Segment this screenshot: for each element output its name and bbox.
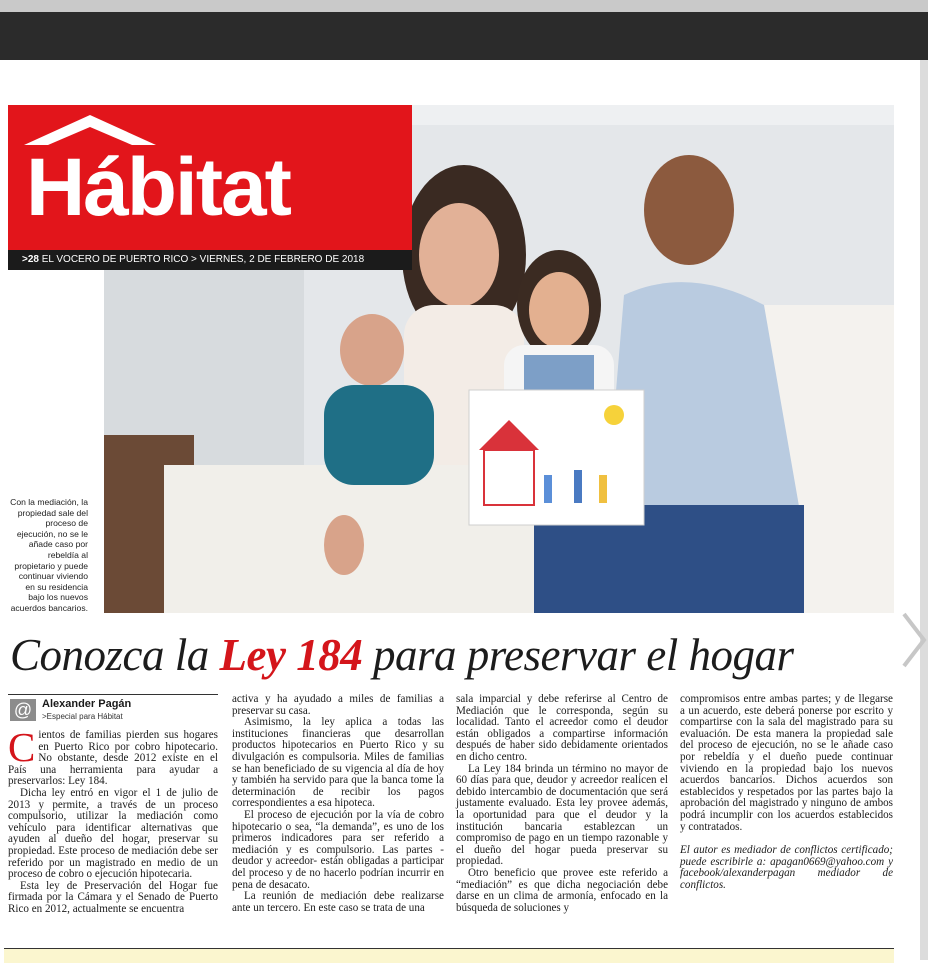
next-article-box bbox=[4, 948, 894, 963]
paragraph: El proceso de ejecución por la vía de cobro hipotecario o sea, “la demanda”, es uno de los primeros indicadores para ser referido a mediación y es compulsorio. Las partes -deudor y acreedor- están obligadas a participar del proceso y de no hacerlo podrían incurrir en pena de desacato. bbox=[232, 808, 444, 891]
photo-caption: Con la mediación, la propiedad sale del proceso de ejecución, no se le añade caso por rebeldía al propietario y puede continuar viviendo en su residencia bajo los nuevos acuerdos bancarios. bbox=[10, 497, 88, 613]
paragraph: Otro beneficio que provee este referido a “mediación” es que dicha negociación debe darse en un clima de armonía, enfocado en la búsqueda de soluciones y bbox=[456, 866, 668, 914]
headline-pre: Conozca la bbox=[10, 630, 220, 680]
issue-strap bbox=[8, 250, 412, 270]
paragraph: compromisos entre ambas partes; y de llegarse a un acuerdo, este deberá ponerse por escrito y compartirse con la sala del magistrado para su evaluación. De esta manera la propiedad sale del proceso de ejecución, no se le añade caso por rebeldía y el dueño puede continuar viviendo en la propiedad bajo los nuevos acuerdos bancarios. Dichos acuerdos son establecidos y respetados por las partes bajo la aprobación del magistrado y ninguno de ambos podrá incumplir con los acuerdos establecidos y contratados. bbox=[680, 693, 893, 833]
paragraph: Esta ley de Preservación del Hogar fue firmada por la Cámara y el Senado de Puerto Rico en 2012, actualmente se encuentra bbox=[8, 879, 218, 915]
paragraph: La Ley 184 brinda un término no mayor de 60 días para que, deudor y acreedor realicen el debido intercambio de documentación que será justamente evaluado. Esta ley provee además, la oportunidad para que el deudor y la institución bancaria establezcan un compromiso de pago en un tiempo razonable y el dueño del hogar pueda preservar su propiedad. bbox=[456, 762, 668, 868]
article-column-2 bbox=[232, 694, 444, 914]
author-name: Alexander Pagán bbox=[42, 698, 132, 710]
article-column-3 bbox=[456, 694, 668, 914]
section-logo-text: Hábitat bbox=[26, 142, 290, 233]
article-column-4 bbox=[680, 694, 893, 892]
byline bbox=[8, 694, 218, 725]
viewer-top-strip bbox=[0, 0, 928, 12]
paragraph: sala imparcial y debe referirse al Centro de Mediación que le corresponda, según su localidad. Tanto el acreedor como el deudor están obligados a compartirse información después de haber sido debidamente orientados en dicho centro. bbox=[456, 693, 668, 763]
habitat-logo bbox=[8, 105, 412, 270]
article-column-1 bbox=[8, 724, 218, 916]
paragraph bbox=[8, 724, 218, 788]
headline-highlight: Ley 184 bbox=[219, 630, 363, 680]
viewer-toolbar bbox=[0, 12, 928, 60]
paragraph: Asimismo, la ley aplica a todas las instituciones financieras que desarrollan productos hipotecarios en Puerto Rico y su divulgación es compulsoria. Miles de familias se han beneficiado de su vigencia al día de hoy y también ha servido para que la banca tome la determinación de recibir los pagos correspondientes a esa hipoteca. bbox=[232, 716, 444, 810]
page-number: >28 bbox=[22, 254, 39, 265]
author-note: El autor es mediador de conflictos certificado; puede escribirle a: apagan0669@yahoo.com y facebook/alexanderpagan mediador de conflictos. bbox=[680, 844, 893, 891]
page-edge bbox=[920, 60, 928, 960]
drop-cap: C bbox=[8, 724, 36, 770]
headline-post: para preservar el hogar bbox=[362, 630, 794, 680]
paragraph: activa y ha ayudado a miles de familias a preservar su casa. bbox=[232, 693, 444, 717]
paragraph: La reunión de mediación debe realizarse ante un tercero. En este caso se trata de una bbox=[232, 890, 444, 914]
paragraph-text: ientos de familias pierden sus hogares en Puerto Rico por cobro hipotecario. No obstante, desde 2012 existe en el País una herramienta para ayudar a preservarlos: Ley 184. bbox=[8, 729, 218, 788]
issue-date: EL VOCERO DE PUERTO RICO > VIERNES, 2 DE FEBRERO DE 2018 bbox=[38, 254, 365, 265]
author-role: >Especial para Hábitat bbox=[42, 712, 123, 721]
next-page-chevron-icon[interactable] bbox=[898, 610, 928, 670]
at-icon: @ bbox=[10, 699, 36, 721]
article-headline bbox=[10, 628, 900, 682]
paragraph: Dicha ley entró en vigor el 1 de julio de 2013 y permite, a través de un proceso compulsorio, utilizar la mediación como vehículo para identificar alternativas que ayuden al dueño del hogar, preservar su propiedad. Este proceso de mediación debe ser referido por un magistrado en medio de un proceso de cobro o ejecución hipotecaria. bbox=[8, 786, 218, 881]
